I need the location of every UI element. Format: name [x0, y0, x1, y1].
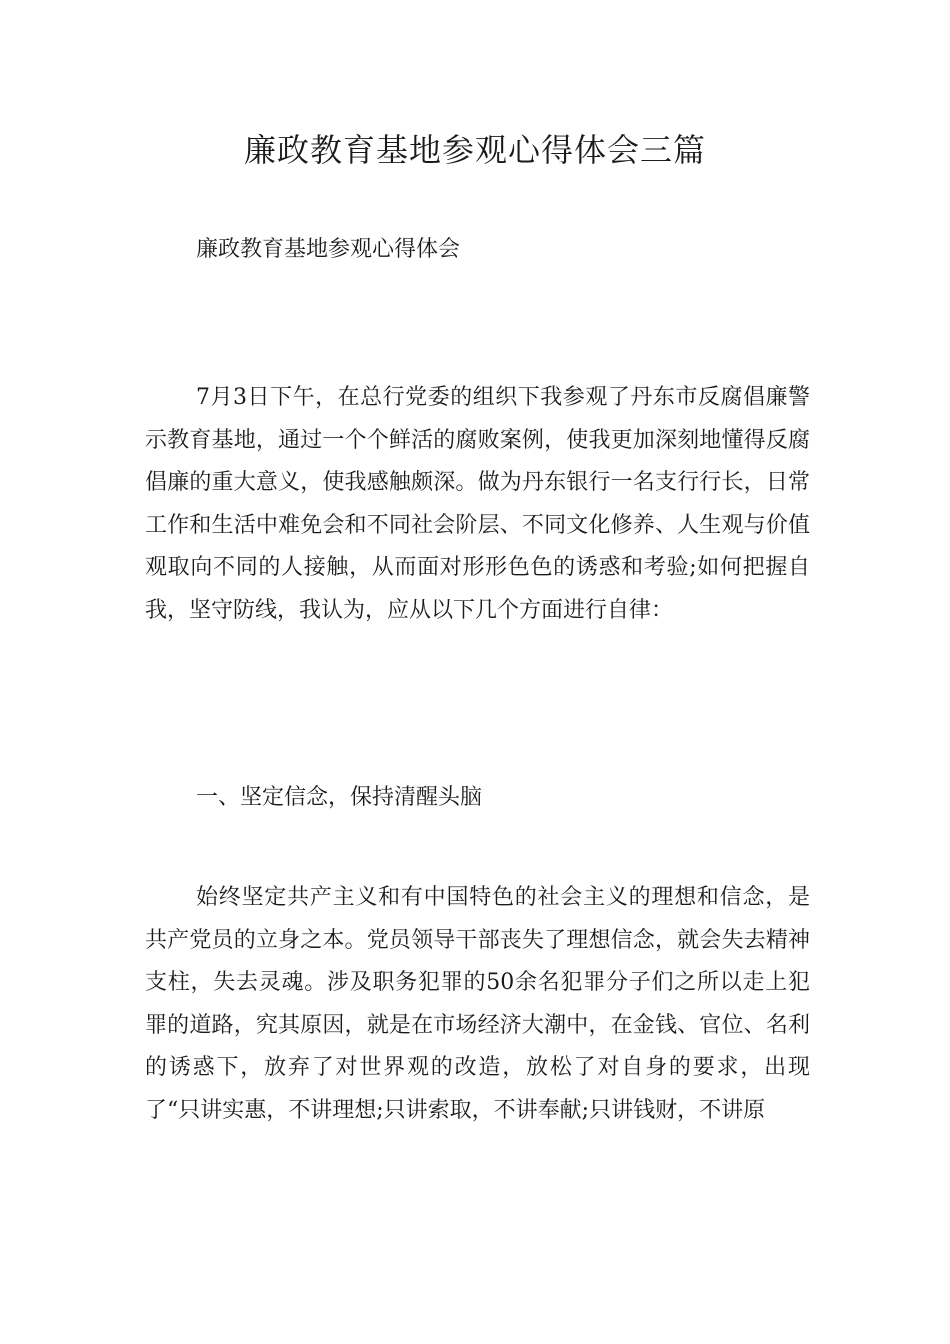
document-title: 廉政教育基地参观心得体会三篇	[243, 131, 706, 169]
body-paragraph: 7月3日下午，在总行党委的组织下我参观了丹东市反腐倡廉警示教育基地，通过一个个鲜活的腐败案例，使我更加深刻地懂得反腐倡廉的重大意义，使我感触颇深。做为丹东银行一名支行行长，日常工作和生活中难免会和不同社会阶层、不同文化修养、人生观与价值观取向不同的人接触，从而面对形形色色的诱惑和考验;如何把握自我，坚守防线，我认为，应从以下几个方面进行自律：	[145, 385, 810, 623]
section-heading: 一、坚定信念，保持清醒头脑	[196, 785, 483, 810]
body-paragraph: 始终坚定共产主义和有中国特色的社会主义的理想和信念，是共产党员的立身之本。党员领导干部丧失了理想信念，就会失去精神支柱，失去灵魂。涉及职务犯罪的50余名犯罪分子们之所以走上犯罪的道路，究其原因，就是在市场经济大潮中，在金钱、官位、名利的诱惑下，放弃了对世界观的改造，放松了对自身的要求，出现了“只讲实惠，不讲理想;只讲索取，不讲奉献;只讲钱财，不讲原	[145, 885, 810, 1123]
document-subtitle: 廉政教育基地参观心得体会	[196, 237, 461, 262]
